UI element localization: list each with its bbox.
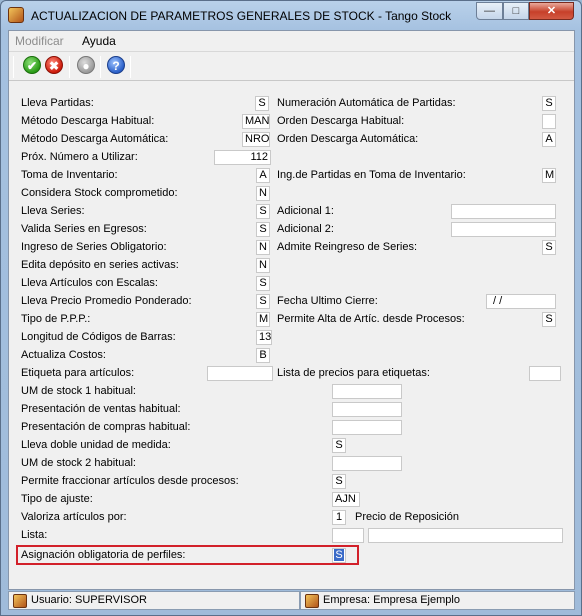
status-usuario-panel	[8, 591, 300, 610]
longitud-codigos-field[interactable]: 13	[256, 330, 272, 345]
presentacion-compras-field[interactable]	[332, 420, 402, 435]
presentacion-compras-label: Presentación de compras habitual:	[21, 421, 191, 433]
adicional2-label: Adicional 2:	[277, 223, 334, 235]
lleva-ppp-field[interactable]: S	[256, 294, 270, 309]
cancel-icon[interactable]: ✖	[45, 56, 63, 74]
status-bar	[8, 591, 575, 611]
help-icon[interactable]: ?	[107, 56, 125, 74]
admite-reingreso-label: Admite Reingreso de Series:	[277, 241, 418, 253]
orden-desc-habitual-label: Orden Descarga Habitual:	[277, 115, 405, 127]
ingreso-series-label: Ingreso de Series Obligatorio:	[21, 241, 167, 253]
toolbar-separator	[100, 56, 101, 78]
window-title: ACTUALIZACION DE PARAMETROS GENERALES DE STOCK - Tango Stock	[31, 9, 452, 23]
admite-reingreso-field[interactable]: S	[542, 240, 556, 255]
presentacion-ventas-field[interactable]	[332, 402, 402, 417]
user-status-icon	[13, 594, 27, 608]
lista-precios-etiquetas-field[interactable]	[529, 366, 561, 381]
valida-series-field[interactable]: S	[256, 222, 270, 237]
um-stock1-field[interactable]	[332, 384, 402, 399]
ing-partidas-toma-label: Ing.de Partidas en Toma de Inventario:	[277, 169, 466, 181]
ingreso-series-field[interactable]: N	[256, 240, 270, 255]
toolbar-separator	[130, 56, 131, 78]
considera-stock-field[interactable]: N	[256, 186, 270, 201]
status-empresa: Empresa: Empresa Ejemplo	[323, 594, 460, 606]
permite-alta-label: Permite Alta de Artíc. desde Procesos:	[277, 313, 465, 325]
adicional2-field[interactable]	[451, 222, 556, 237]
lista-precios-etiquetas-label: Lista de precios para etiquetas:	[277, 367, 430, 379]
menu-bar	[9, 31, 574, 50]
valoriza-articulos-description: Precio de Reposición	[355, 511, 459, 523]
edita-deposito-label: Edita depósito en series activas:	[21, 259, 179, 271]
asignacion-perfiles-selected-value: S	[335, 549, 343, 561]
toolbar-separator	[13, 56, 14, 78]
metodo-desc-auto-label: Método Descarga Automática:	[21, 133, 169, 145]
lista-description-field	[368, 528, 563, 543]
status-usuario: Usuario: SUPERVISOR	[31, 594, 147, 606]
metodo-desc-habitual-field[interactable]: MAN	[242, 114, 270, 129]
valoriza-articulos-label: Valoriza artículos por:	[21, 511, 127, 523]
disabled-action-icon: ●	[77, 56, 95, 74]
um-stock1-label: UM de stock 1 habitual:	[21, 385, 136, 397]
orden-desc-auto-field[interactable]: A	[542, 132, 556, 147]
tipo-ajuste-field[interactable]: AJN	[332, 492, 360, 507]
accept-icon[interactable]: ✔	[23, 56, 41, 74]
adicional1-label: Adicional 1:	[277, 205, 334, 217]
lleva-partidas-label: Lleva Partidas:	[21, 97, 94, 109]
menu-ayuda[interactable]: Ayuda	[82, 34, 116, 48]
ing-partidas-toma-field[interactable]: M	[542, 168, 556, 183]
tango-app-icon	[8, 7, 24, 23]
actualiza-costos-label: Actualiza Costos:	[21, 349, 106, 361]
prox-numero-label: Próx. Número a Utilizar:	[21, 151, 138, 163]
tipo-ppp-field[interactable]: M	[256, 312, 270, 327]
etiqueta-articulos-label: Etiqueta para artículos:	[21, 367, 135, 379]
title-bar[interactable]	[1, 1, 581, 29]
numeracion-auto-field[interactable]: S	[542, 96, 556, 111]
lleva-series-label: Lleva Series:	[21, 205, 85, 217]
lleva-escalas-label: Lleva Artículos con Escalas:	[21, 277, 158, 289]
lleva-ppp-label: Lleva Precio Promedio Ponderado:	[21, 295, 192, 307]
fecha-ultimo-cierre-field[interactable]: / /	[486, 294, 556, 309]
asignacion-perfiles-label: Asignación obligatoria de perfiles:	[21, 549, 186, 561]
orden-desc-habitual-field[interactable]	[542, 114, 556, 129]
lista-field[interactable]	[332, 528, 364, 543]
close-button[interactable]: ✕	[529, 2, 574, 20]
permite-fraccionar-label: Permite fraccionar artículos desde procesos:	[21, 475, 239, 487]
asignacion-perfiles-field[interactable]	[332, 548, 346, 563]
presentacion-ventas-label: Presentación de ventas habitual:	[21, 403, 181, 415]
status-empresa-panel	[300, 591, 575, 610]
permite-fraccionar-field[interactable]: S	[332, 474, 346, 489]
valida-series-label: Valida Series en Egresos:	[21, 223, 147, 235]
considera-stock-label: Considera Stock comprometido:	[21, 187, 178, 199]
parameters-form	[9, 83, 574, 591]
toma-inventario-field[interactable]: A	[256, 168, 270, 183]
lleva-doble-um-label: Lleva doble unidad de medida:	[21, 439, 171, 451]
toma-inventario-label: Toma de Inventario:	[21, 169, 118, 181]
lleva-series-field[interactable]: S	[256, 204, 270, 219]
numeracion-auto-label: Numeración Automática de Partidas:	[277, 97, 456, 109]
etiqueta-articulos-field[interactable]	[207, 366, 273, 381]
lista-label: Lista:	[21, 529, 48, 541]
lleva-escalas-field[interactable]: S	[256, 276, 270, 291]
tipo-ppp-label: Tipo de P.P.P.:	[21, 313, 91, 325]
actualiza-costos-field[interactable]: B	[256, 348, 270, 363]
toolbar-separator	[69, 56, 70, 78]
um-stock2-label: UM de stock 2 habitual:	[21, 457, 136, 469]
company-status-icon	[305, 594, 319, 608]
adicional1-field[interactable]	[451, 204, 556, 219]
longitud-codigos-label: Longitud de Códigos de Barras:	[21, 331, 176, 343]
lleva-partidas-field[interactable]: S	[255, 96, 269, 111]
toolbar	[9, 51, 574, 81]
orden-desc-auto-label: Orden Descarga Automática:	[277, 133, 419, 145]
metodo-desc-auto-field[interactable]: NRO	[242, 132, 270, 147]
valoriza-articulos-field[interactable]: 1	[332, 510, 346, 525]
menu-modificar[interactable]: Modificar	[15, 34, 64, 48]
um-stock2-field[interactable]	[332, 456, 402, 471]
metodo-desc-habitual-label: Método Descarga Habitual:	[21, 115, 155, 127]
prox-numero-field[interactable]: 112	[214, 150, 271, 165]
fecha-ultimo-cierre-label: Fecha Ultimo Cierre:	[277, 295, 378, 307]
minimize-button[interactable]: —	[476, 2, 503, 20]
tipo-ajuste-label: Tipo de ajuste:	[21, 493, 93, 505]
lleva-doble-um-field[interactable]: S	[332, 438, 346, 453]
permite-alta-field[interactable]: S	[542, 312, 556, 327]
maximize-button[interactable]: □	[503, 2, 529, 20]
client-area	[8, 30, 575, 590]
edita-deposito-field[interactable]: N	[256, 258, 270, 273]
